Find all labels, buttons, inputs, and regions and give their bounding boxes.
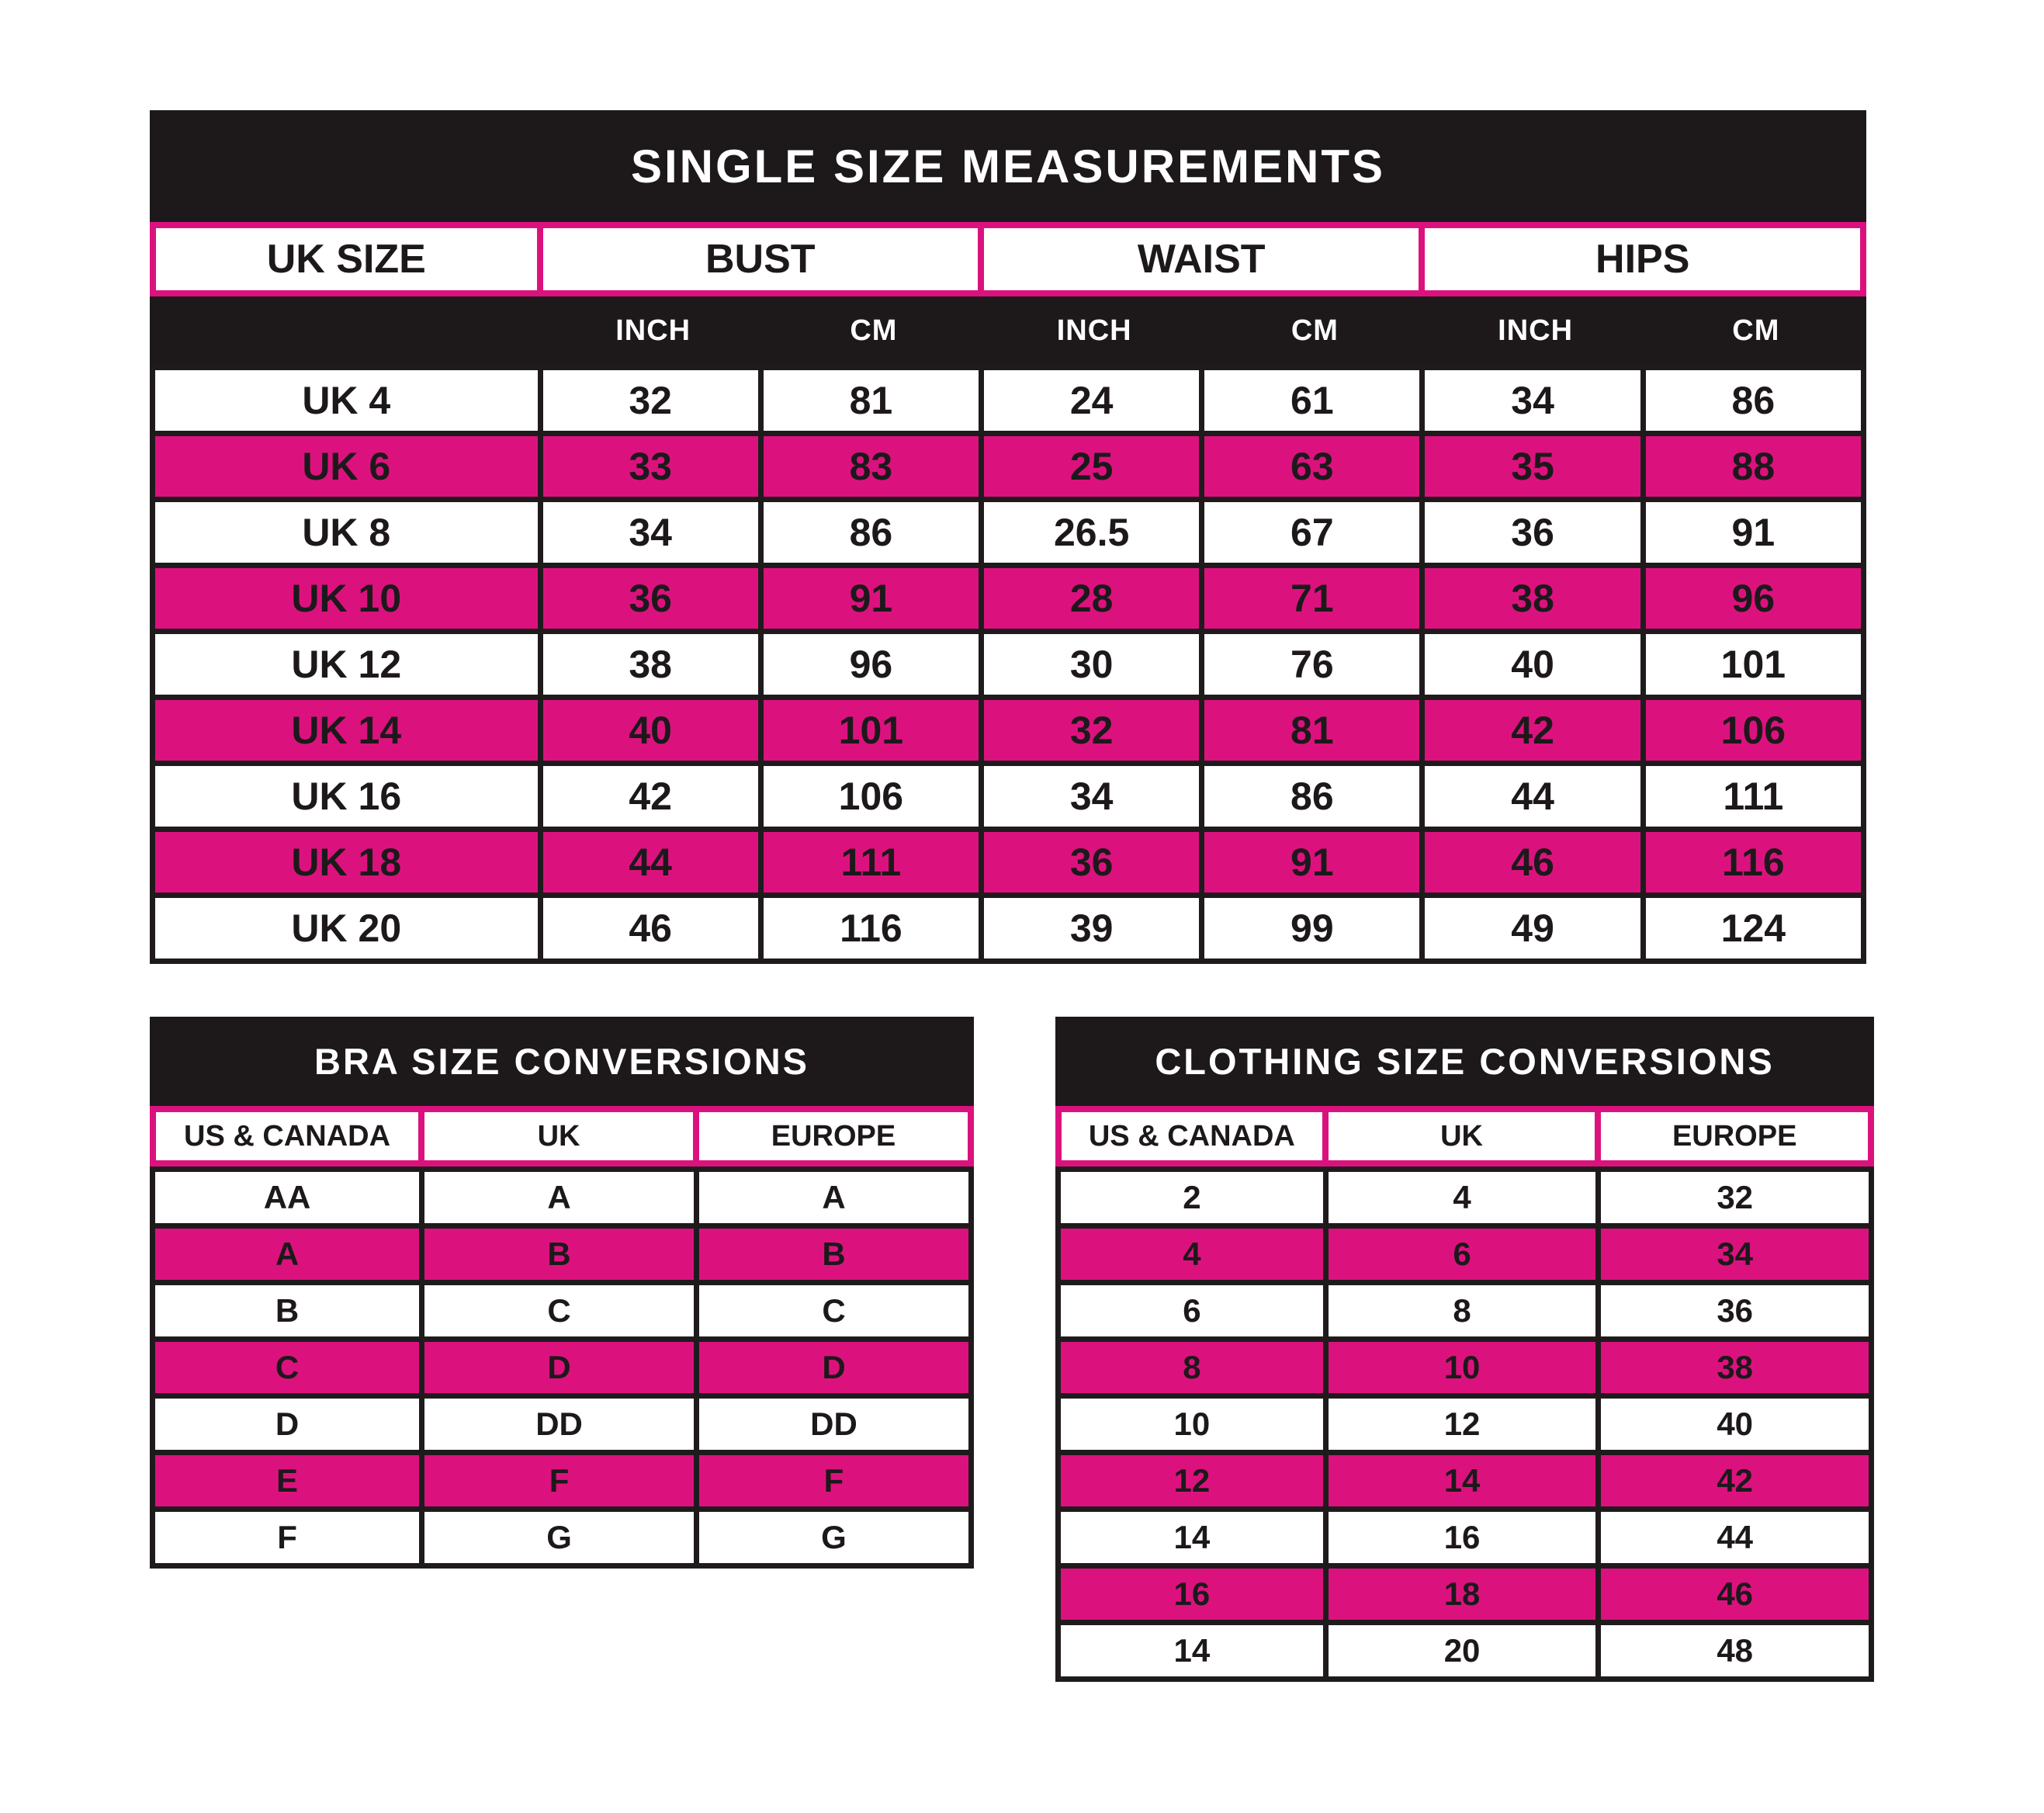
value-cell: 35 [1425,436,1645,502]
value-cell: 8 [1329,1285,1602,1342]
value-cell: 14 [1055,1625,1329,1682]
size-cell: UK 4 [150,365,543,436]
bra-size-table [150,1017,974,1569]
value-cell: 46 [1601,1569,1874,1625]
unit-header-row [150,296,1866,365]
value-cell: 30 [984,634,1204,700]
value-cell: 36 [1425,502,1645,568]
table-row [150,1166,974,1229]
unit-header-blank [150,296,543,365]
value-cell: D [424,1342,699,1399]
value-cell: 4 [1329,1166,1602,1229]
size-cell: UK 6 [150,436,543,502]
value-cell: 124 [1646,898,1866,964]
size-cell: UK 20 [150,898,543,964]
title-row [150,110,1866,222]
value-cell: 34 [1601,1229,1874,1285]
value-cell: 44 [1601,1512,1874,1569]
table-row [150,1455,974,1512]
value-cell: 88 [1646,436,1866,502]
header-row [150,1106,974,1166]
value-cell: 86 [1646,365,1866,436]
value-cell: B [424,1229,699,1285]
col-header-waist: WAIST [984,222,1425,296]
value-cell: C [150,1342,424,1399]
value-cell: A [424,1166,699,1229]
value-cell: 81 [764,365,984,436]
value-cell: 61 [1204,365,1425,436]
value-cell: 106 [1646,700,1866,766]
value-cell: 71 [1204,568,1425,634]
value-cell: 40 [543,700,764,766]
value-cell: 46 [1425,832,1645,898]
value-cell: 16 [1055,1569,1329,1625]
unit-header: INCH [984,296,1204,365]
value-cell: 91 [764,568,984,634]
value-cell: D [699,1342,974,1399]
size-cell: UK 12 [150,634,543,700]
col-header-europe: EUROPE [699,1106,974,1166]
value-cell: DD [699,1399,974,1455]
value-cell: 83 [764,436,984,502]
unit-header: CM [1204,296,1425,365]
value-cell: 86 [1204,766,1425,832]
value-cell: C [699,1285,974,1342]
table-row [1055,1229,1874,1285]
value-cell: 6 [1329,1229,1602,1285]
value-cell: G [699,1512,974,1569]
value-cell: DD [424,1399,699,1455]
size-cell: UK 10 [150,568,543,634]
col-header-us-canada: US & CANADA [1055,1106,1329,1166]
group-header-row [150,222,1866,296]
value-cell: 38 [1425,568,1645,634]
value-cell: 8 [1055,1342,1329,1399]
value-cell: 24 [984,365,1204,436]
table-row [150,1512,974,1569]
value-cell: 40 [1425,634,1645,700]
table-row [1055,1569,1874,1625]
unit-header: INCH [1425,296,1645,365]
value-cell: 10 [1329,1342,1602,1399]
value-cell: 28 [984,568,1204,634]
value-cell: 12 [1055,1455,1329,1512]
value-cell: 40 [1601,1399,1874,1455]
size-cell: UK 18 [150,832,543,898]
value-cell: A [699,1166,974,1229]
value-cell: 46 [543,898,764,964]
value-cell: 101 [764,700,984,766]
value-cell: 26.5 [984,502,1204,568]
value-cell: 116 [1646,832,1866,898]
size-cell: UK 8 [150,502,543,568]
value-cell: 116 [764,898,984,964]
table-row [1055,1342,1874,1399]
value-cell: 111 [764,832,984,898]
value-cell: 36 [543,568,764,634]
value-cell: 4 [1055,1229,1329,1285]
value-cell: 12 [1329,1399,1602,1455]
table-row [1055,1455,1874,1512]
value-cell: 49 [1425,898,1645,964]
table-title: BRA SIZE CONVERSIONS [150,1017,974,1106]
table-row [150,502,1866,568]
col-header-europe: EUROPE [1601,1106,1874,1166]
value-cell: F [150,1512,424,1569]
value-cell: 111 [1646,766,1866,832]
table-row [150,634,1866,700]
value-cell: 32 [984,700,1204,766]
table-row [1055,1399,1874,1455]
size-cell: UK 14 [150,700,543,766]
value-cell: 91 [1646,502,1866,568]
value-cell: 2 [1055,1166,1329,1229]
title-row [150,1017,974,1106]
value-cell: A [150,1229,424,1285]
unit-header: CM [764,296,984,365]
value-cell: 36 [984,832,1204,898]
value-cell: 44 [543,832,764,898]
value-cell: 34 [984,766,1204,832]
value-cell: D [150,1399,424,1455]
value-cell: E [150,1455,424,1512]
value-cell: 42 [1601,1455,1874,1512]
unit-header: INCH [543,296,764,365]
value-cell: C [424,1285,699,1342]
value-cell: 42 [1425,700,1645,766]
value-cell: 39 [984,898,1204,964]
table-row [150,898,1866,964]
value-cell: 96 [1646,568,1866,634]
col-header-us-canada: US & CANADA [150,1106,424,1166]
value-cell: 14 [1329,1455,1602,1512]
col-header-uk: UK [1329,1106,1602,1166]
table-row [150,700,1866,766]
table-row [150,1229,974,1285]
value-cell: G [424,1512,699,1569]
value-cell: 38 [1601,1342,1874,1399]
value-cell: 18 [1329,1569,1602,1625]
table-row [1055,1285,1874,1342]
table-row [150,832,1866,898]
value-cell: 44 [1425,766,1645,832]
table-row [1055,1625,1874,1682]
value-cell: 99 [1204,898,1425,964]
table-row [150,365,1866,436]
col-header-uk-size: UK SIZE [150,222,543,296]
table-row [1055,1166,1874,1229]
table-row [1055,1512,1874,1569]
value-cell: 10 [1055,1399,1329,1455]
value-cell: 48 [1601,1625,1874,1682]
value-cell: 76 [1204,634,1425,700]
value-cell: 34 [1425,365,1645,436]
table-title: CLOTHING SIZE CONVERSIONS [1055,1017,1874,1106]
value-cell: 42 [543,766,764,832]
table-row [150,436,1866,502]
value-cell: 106 [764,766,984,832]
unit-header: CM [1646,296,1866,365]
value-cell: 32 [1601,1166,1874,1229]
table-row [150,568,1866,634]
value-cell: B [150,1285,424,1342]
size-cell: UK 16 [150,766,543,832]
value-cell: 81 [1204,700,1425,766]
value-cell: 25 [984,436,1204,502]
table-row [150,1342,974,1399]
value-cell: 101 [1646,634,1866,700]
single-size-table [150,110,1866,964]
col-header-uk: UK [424,1106,699,1166]
table-row [150,766,1866,832]
value-cell: 20 [1329,1625,1602,1682]
value-cell: 38 [543,634,764,700]
value-cell: AA [150,1166,424,1229]
value-cell: B [699,1229,974,1285]
title-row [1055,1017,1874,1106]
clothing-size-table [1055,1017,1874,1682]
value-cell: 36 [1601,1285,1874,1342]
value-cell: 63 [1204,436,1425,502]
value-cell: F [699,1455,974,1512]
col-header-hips: HIPS [1425,222,1866,296]
table-row [150,1285,974,1342]
value-cell: 33 [543,436,764,502]
value-cell: F [424,1455,699,1512]
value-cell: 67 [1204,502,1425,568]
table-title: SINGLE SIZE MEASUREMENTS [150,110,1866,222]
value-cell: 86 [764,502,984,568]
value-cell: 91 [1204,832,1425,898]
header-row [1055,1106,1874,1166]
value-cell: 16 [1329,1512,1602,1569]
value-cell: 34 [543,502,764,568]
col-header-bust: BUST [543,222,984,296]
value-cell: 14 [1055,1512,1329,1569]
value-cell: 6 [1055,1285,1329,1342]
value-cell: 96 [764,634,984,700]
table-row [150,1399,974,1455]
value-cell: 32 [543,365,764,436]
